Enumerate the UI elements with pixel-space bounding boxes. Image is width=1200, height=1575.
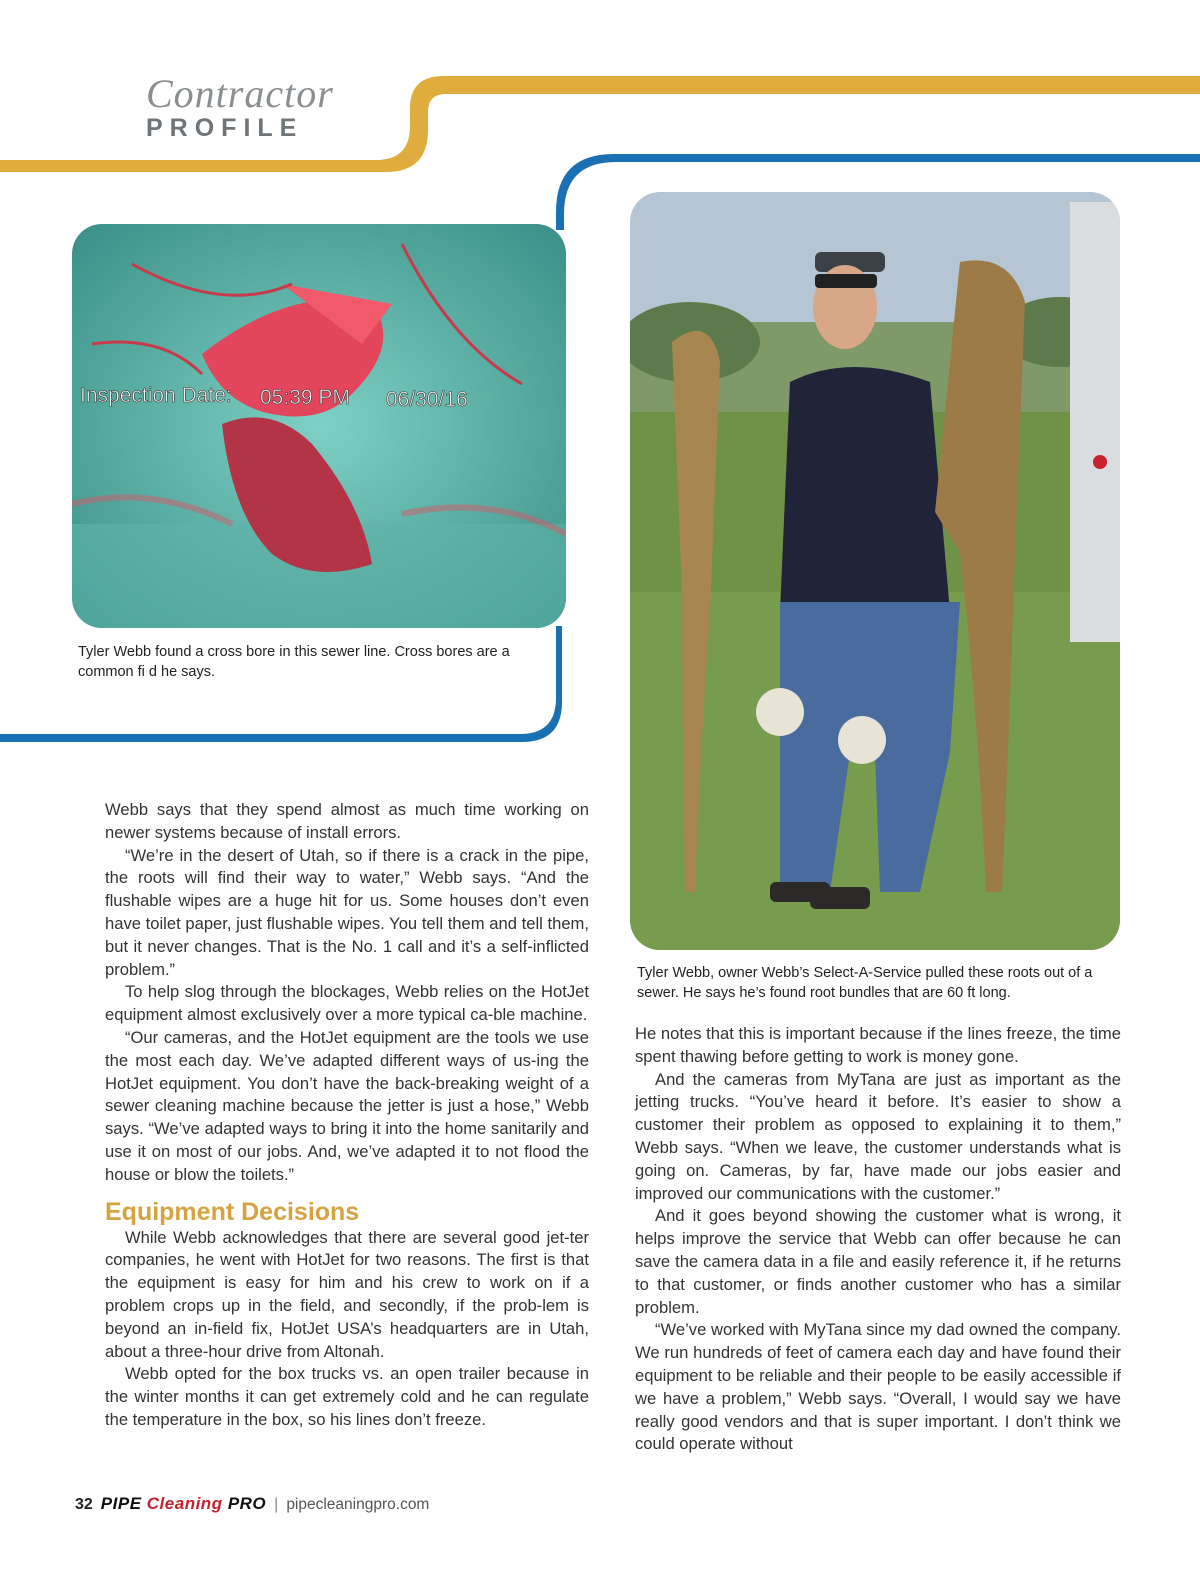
section-title: Contractor xyxy=(146,71,334,116)
right-photo-caption: Tyler Webb, owner Webb’s Select-A-Service pulled these roots out of a sewer. He says he’s found root bundles that are 60 ft long. xyxy=(637,965,1093,1001)
website-link[interactable]: pipecleaningpro.com xyxy=(286,1496,430,1513)
paragraph: And the cameras from MyTana are just as important as the jetting trucks. “You’ve heard it before. It’s easier to show a customer their problem as opposed to explaining it to them,” Webb says. “When we leave, the customer understands what is going on. Cameras, by far, have made our jobs easier and improved our communications with the customer.” xyxy=(635,1069,1121,1203)
paragraph: Webb says that they spend almost as much time working on newer systems because of install errors. xyxy=(105,800,589,842)
brand-part: Cleaning xyxy=(146,1494,223,1513)
section-heading: Equipment Decisions xyxy=(105,1197,360,1226)
page-number: 32 xyxy=(75,1496,93,1513)
paragraph: Webb opted for the box trucks vs. an open trailer because in the winter months it can get extremely cold and he can regulate the temperature in the box, so his lines don’t freeze. xyxy=(105,1364,589,1429)
magazine-brand xyxy=(101,1494,266,1514)
section-subtitle: PROFILE xyxy=(146,114,304,142)
paragraph: “We’re in the desert of Utah, so if there is a crack in the pipe, the roots will find their way to water,” Webb says. “And the flushable wipes are a huge hit for us. Some houses don’t even have toilet paper, just flushable wipes. You tell them and tell them, but it never changes. That is the No. 1 call and it’s a self-inflicted problem.” xyxy=(105,845,589,979)
overlay-label: Inspection Date: xyxy=(80,384,232,407)
paragraph: While Webb acknowledges that there are several good jet-ter companies, he went with HotJet for two reasons. The first is that the equipment is easy for him and his crew to work on if a problem crops up in the field, and secondly, if the prob-lem is beyond an in-field fix, HotJet USA’s headquarters are in Utah, about a three-hour drive from Altonah. xyxy=(105,1227,589,1361)
brand-part: PIPE xyxy=(100,1494,142,1513)
roots-photo xyxy=(630,192,1120,950)
paragraph: “Our cameras, and the HotJet equipment are the tools we use the most each day. We’ve adapted different ways of us-ing the HotJet equipment. You don’t have the back-breaking weight of a sewer cleaning machine because the jetter is just a hose,” Webb says. “We’ve adapted ways to bring it into the home sanitarily and use it on most of our jobs. And, we’ve adapted it to not flood the house or blow the toilets.” xyxy=(105,1027,589,1184)
paragraph: To help slog through the blockages, Webb relies on the HotJet equipment almost exclusively over a more typical ca-ble machine. xyxy=(105,982,589,1025)
overlay-time: 05:39 PM xyxy=(260,386,350,409)
left-article-column xyxy=(105,799,589,1432)
inspection-photo xyxy=(72,224,566,628)
right-article-column xyxy=(635,1023,1121,1456)
left-photo-caption: Tyler Webb found a cross bore in this sewer line. Cross bores are a common fi d he says. xyxy=(78,644,510,680)
page-footer xyxy=(75,1494,429,1514)
paragraph: And it goes beyond showing the customer what is wrong, it helps improve the service that Webb can offer because he can save the camera data in a file and easily reference it, if he returns to that customer, or finds another customer who has a similar problem. xyxy=(635,1206,1121,1317)
paragraph: “We’ve worked with MyTana since my dad owned the company. We run hundreds of feet of camera each day and have found their equipment to be reliable and their people to be easily accessible if we have a problem,” Webb says. “Overall, I would say we have really good vendors and that is super important. I don’t think we could operate without xyxy=(635,1320,1121,1454)
paragraph: He notes that this is important because if the lines freeze, the time spent thawing before getting to work is money gone. xyxy=(635,1024,1121,1066)
footer-separator: | xyxy=(274,1496,279,1513)
brand-part: PRO xyxy=(227,1494,267,1513)
overlay-date: 06/30/16 xyxy=(386,388,468,411)
